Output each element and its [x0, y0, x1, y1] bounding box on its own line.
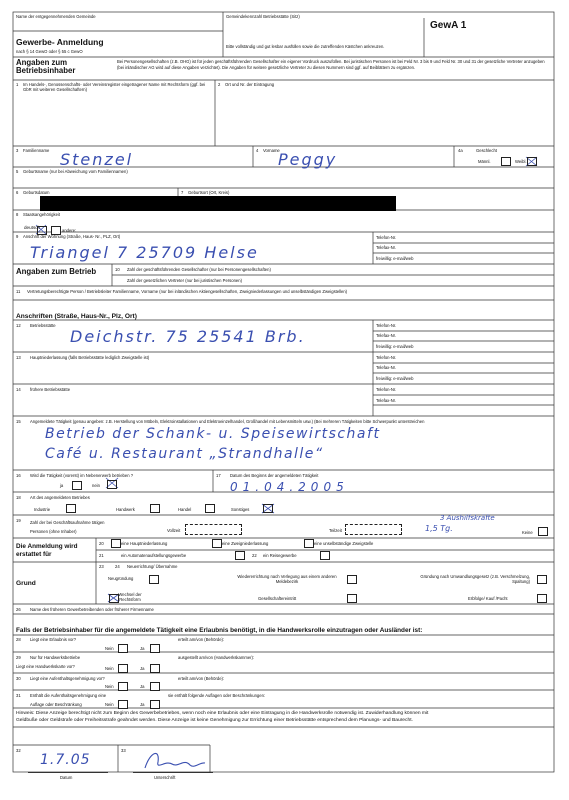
field-29-label: Nur für Handwerksbetriebe: [30, 655, 81, 660]
wohnung-email-label: freiwillig: e-mail/web: [376, 256, 414, 261]
field-14-label: frühere Betriebsstätte: [30, 387, 71, 392]
andere-label: andere:: [62, 228, 77, 233]
f30-ja-label: Ja: [140, 684, 145, 689]
field-17-value[interactable]: 01.04.2005: [230, 480, 349, 494]
field-11-label: Vertretungsberechtigte Person / Betriebsleiter Familienname, Vorname (nur bei inländischen Aktiengesellschaften, Zweigniederlassungen und unselbständigen Zweigstellen): [27, 289, 348, 294]
erlaubnis-heading: Falls der Betriebsinhaber für die angemeldete Tätigkeit eine Erlaubnis benötigt, in die Handwerksrolle einzutragen oder Ausländer ist:: [16, 627, 423, 634]
field-15-value-line2[interactable]: Café u. Restaurant „Strandhalle“: [45, 446, 324, 462]
hinweis-line1: Hinweis: Diese Anzeige berechtigt nicht zum Beginn des Gewerbebetriebes, wenn noch eine Erlaubnis oder eine Eintragung in die Handwerksrolle notwendig ist. Zuwiderhandlung können mit: [16, 711, 429, 716]
form-subtitle: nach § 14 GewO oder § 55 c GewO: [16, 49, 83, 54]
handwerk-label: Handwerk: [116, 507, 135, 512]
umwandlung-label: Gründung nach Umwandlungsgesetz (z.B. Verschmelzung, Spaltung): [420, 574, 530, 584]
field-23-number: 23: [99, 564, 104, 569]
field-6-label: Geburtsdatum: [23, 190, 50, 195]
field-4-value[interactable]: Peggy: [278, 150, 338, 169]
field-3-label: Familienname: [23, 148, 50, 153]
field-1-label: Im Handels-, Genossenschafts- oder Vereinsregister eingetragener Name mit Rechtsform (ggf. bei GbR mit weiteren Gesellschaftern): [23, 82, 206, 92]
unterschrift-label: Unterschrift: [154, 775, 176, 780]
field-31-label: Enthält die Aufenthaltsgenehmigung eine: [30, 693, 107, 698]
betrieb-email-label: freiwillig: e-mail/web: [376, 344, 414, 349]
f31-ja-label: Ja: [140, 702, 145, 707]
field-number: 1: [16, 82, 19, 87]
field-3-value[interactable]: Stenzel: [60, 150, 134, 169]
field-19-label: Zahl der bei Geschäftsaufnahme tätigen Personen (ohne Inhaber): [30, 520, 105, 534]
keine-label: Keine: [522, 530, 533, 535]
reisegewerbe-label: ein Reisegewerbe: [263, 553, 297, 558]
betrieb-telefon-label: Telefon-Nr.: [376, 323, 397, 328]
zweigniederlassung-label: eine Zweigniederlassung: [222, 541, 269, 546]
field-18-label: Art des angemeldeten Betriebes: [30, 495, 90, 500]
frueher-telefon-label: Telefon-Nr.: [376, 387, 397, 392]
wiedererrichtung-label: Wiedererrichtung nach Verlegung aus einem anderen Meldebezirk: [237, 574, 337, 584]
kennzahl-label: Gemeindekennzahl Betriebsstätte (Sitz): [226, 14, 300, 19]
betrieb-telefax-label: Telefax-Nr.: [376, 333, 397, 338]
automaten-label: ein Automatenaufstellungsgewerbe: [121, 553, 187, 558]
f30-nein-label: Nein: [105, 684, 114, 689]
field-10a-label: Zahl der geschäftsführenden Gesellschafter (nur bei Personengesellschaften): [127, 267, 271, 272]
f29-ja-label: Ja: [140, 666, 145, 671]
erbfolge-label: Erbfolge/ Kauf /Pacht: [468, 596, 508, 601]
field-12-label: Betriebsstätte: [30, 323, 56, 328]
instruction-text: Bitte vollständig und gut lesbar ausfüllen sowie die zutreffenden Kästchen ankreuzen.: [226, 44, 385, 49]
field-9-value[interactable]: Triangel 7 25709 Helse: [30, 243, 259, 262]
anschriften-heading: Anschriften (Straße, Haus-Nr., Plz, Ort): [16, 313, 137, 320]
field-28-label: Liegt eine Erlaubnis vor?: [30, 637, 77, 642]
field-30-label: Liegt eine Aufenthaltsgenehmigung vor?: [30, 676, 105, 681]
field-30b-label: erteilt am/von (Behörde):: [178, 676, 225, 681]
wechsel-label: Wechsel der Rechtsform: [118, 592, 142, 602]
field-4a-label: Geschlecht: [476, 148, 497, 153]
field-12-value[interactable]: Deichstr. 75 25541 Brb.: [70, 327, 306, 346]
weibl-label: Weibl.: [515, 159, 527, 164]
field-19-note: 3 Aushilfskräfte: [440, 514, 495, 522]
f29-nein-label: Nein: [105, 666, 114, 671]
field-8-label: Staatsangehörigkeit: [23, 212, 61, 217]
f28-ja-label: Ja: [140, 646, 145, 651]
grund-heading: Grund: [16, 580, 36, 587]
field-28b-label: erteilt am/von (Behörde):: [178, 637, 225, 642]
field-29c-label: Liegt eine Handwerkskarte vor?: [16, 664, 75, 669]
gesellschafter-label: Gesellschaftereintritt: [258, 596, 297, 601]
field-31b-label: sie enthält folgende Auflagen oder Beschränkungen:: [168, 693, 266, 698]
section-heading-inhaber: Angaben zum Betriebsinhaber: [16, 58, 76, 75]
nebenerwerb-ja-label: ja: [60, 483, 64, 488]
neugruendung-label: Neugründung: [108, 576, 134, 581]
sonstiges-label: Sonstiges: [231, 507, 250, 512]
teilzeit-label: Teilzeit: [329, 528, 342, 533]
field-33-number: 33: [121, 748, 126, 753]
wohnung-telefax-label: Telefax-Nr.: [376, 245, 397, 250]
field-16-label: Wird die Tätigkeit (vorerst) im Nebenerwerb betrieben ?: [30, 473, 134, 478]
form-title: Gewerbe- Anmeldung: [16, 37, 104, 47]
neuerrichtung-label: Neuerrichtung/ Übernahme: [127, 564, 178, 569]
gemeinde-label: Name der entgegennehmenden Gemeinde: [16, 14, 96, 19]
vollzeit-label: Vollzeit: [167, 528, 181, 533]
deutsch-label: deutsch: [24, 225, 41, 230]
field-13-label: Hauptniederlassung (falls Betriebsstätte lediglich Zweigstelle ist): [30, 355, 150, 360]
maennl-label: Männl.: [478, 159, 491, 164]
erstattet-heading: Die Anmeldung wird erstattet für: [16, 543, 78, 558]
field-15-label: Angemeldete Tätigkeit (genau angeben: z.B. Herstellung von Möbeln, Elektroinstallationen und Elektroeinzelhandel, Großhandel mit Lebensmitteln usw.) (Bei mehreren Tätigkeiten bitte Schwerpunkt unterstreichen: [30, 419, 425, 424]
field-2-label: Ort und Nr. der Eintragung: [225, 82, 275, 87]
wohnung-telefon-label: Telefon-Nr.: [376, 235, 397, 240]
field-10b-label: Zahl der gesetzlichen Vertreter (nur bei juristischen Personen): [127, 278, 242, 283]
hinweis-line2: Geldbuße oder Geldstrafe oder Freiheitsstrafe geahndet werden. Diese Anzeige ist keine Genehmigung zur Errichtung einer Betriebsstätte entsprechend dem Planungs- und Baurecht.: [16, 718, 413, 723]
field-9-label: Anschrift der Wohnung (Straße, Haus- Nr., PLZ, Ort): [23, 234, 121, 239]
unselbstaendig-label: eine unselbständige Zweigstelle: [314, 541, 374, 546]
field-5-label: Geburtsname (nur bei Abweichung vom Familiennamen): [23, 169, 128, 174]
field-4-label: Vorname: [263, 148, 280, 153]
field-29b-label: ausgestellt am/von (Handwerkskammer):: [178, 655, 255, 660]
section-heading-betrieb: Angaben zum Betrieb: [16, 267, 97, 276]
field-15-value-line1[interactable]: Betrieb der Schank- u. Speisewirtschaft: [45, 426, 381, 442]
haupt-telefax-label: Telefax-Nr.: [376, 365, 397, 370]
f31-nein-label: Nein: [105, 702, 114, 707]
field-7-label: Geburtsort (Ort, Kreis): [188, 190, 230, 195]
form-id: GewA 1: [430, 20, 467, 31]
field-26-label: Name des früheren Gewerbetreibenden oder früherer Firmenname: [30, 607, 154, 612]
hauptniederlassung-label: eine Hauptniederlassung: [121, 541, 168, 546]
haupt-telefon-label: Telefon-Nr.: [376, 355, 397, 360]
datum-label: Datum: [60, 775, 73, 780]
field-17-label: Datum des Beginns der angemeldeten Tätigkeit: [230, 473, 319, 478]
field-32-number: 32: [16, 748, 21, 753]
handel-label: Handel: [178, 507, 192, 512]
f28-nein-label: Nein: [105, 646, 114, 651]
frueher-telefax-label: Telefax-Nr.: [376, 398, 397, 403]
gewerbe-anmeldung-form: Name der entgegennehmenden Gemeinde Gemeindekennzahl Betriebsstätte (Sitz) GewA 1 Gewerbe- Anmeldung nach § 14 GewO oder § 55 c GewO Bitte vollständig und gut lesbar ausfüllen sowie die zutreffenden Kästchen ankreuzen. Angaben zum Betriebsinhaber Bei Personengesellschaften (z.B. OHG) ist für jeden geschäftsführenden Gesellschafter ein eigener Vordruck auszufüllen. Bei juristischen Personen ist bei Feld Nr. 3 bis 9 und Feld Nr. 30 und 31 der gesetzliche Vertreter anzugeben (bei inländischer AG wird auf diese Angaben verzichtet). Die Angaben für weitere gesetzliche Vertreter zu diesen Nummern sind ggf. auf Beiblättern zu ergänzen. 1 Im Handels-, Genossenschafts- oder Vereinsregister eingetragener Name mit Rechtsform (ggf. bei GbR mit weiteren Gesellschaftern) 2 Ort und Nr. der Eintragung 3 Familienname Stenzel 4 Vorname Peggy 4a Geschlecht Männl. Weibl. 5 Geburtsname (nur bei Abweichung vom Familiennamen) 6 Geburtsdatum 7 Geburtsort (Ort, Kreis) 8 Staatsangehörigkeit deutsch andere: 9 Anschrift der Wohnung (Straße, Haus- Nr., PLZ, Ort) Triangel 7 25709 Helse Telefon-Nr. Telefax-Nr. freiwillig: e-mail/web Angaben zum Betrieb 10 Zahl der geschäftsführenden Gesellschafter (nur bei Personengesellschaften) Zahl der gesetzlichen Vertreter (nur bei juristischen Personen) 11 Vertretungsberechtigte Person / Betriebsleiter Familienname, Vorname (nur bei inländischen Aktiengesellschaften, Zweigniederlassungen und unselbständigen Zweigstellen) Anschriften (Straße, Haus-Nr., Plz, Ort) 12 Betriebsstätte Deichstr. 75 25541 Brb. Telefon-Nr. Telefax-Nr. freiwillig: e-mail/web 13 Hauptniederlassung (falls Betriebsstätte lediglich Zweigstelle ist) Telefon-Nr. Telefax-Nr. freiwillig: e-mail/web 14 frühere Betriebsstätte Telefon-Nr. Telefax-Nr. 15 Angemeldete Tätigkeit (genau angeben: z.B. Herstellung von Möbeln, Elektroinstallationen und Elektroeinzelhandel, Großhandel mit Lebensmitteln usw.) (Bei mehreren Tätigkeiten bitte Schwerpunkt unterstreichen Betrieb der Schank- u. Speisewirtschaft Café u. Restaurant „Strandhalle“ 16 Wird die Tätigkeit (vorerst) im Nebenerwerb betrieben ? ja nein 17 Datum des Beginns der angemeldeten Tätigkeit 01.04.2005 18 Art des angemeldeten Betriebes Industrie Handwerk Handel Sonstiges 19 Zahl der bei Geschäftsaufnahme tätigen Personen (ohne Inhaber) Vollzeit Teilzeit Keine 3 Aushilfskräfte 1,5 Tg. Die Anmeldung wird erstattet für 20 eine Hauptniederlassung eine Zweigniederlassung eine unselbständige Zweigstelle 21 ein Automatenaufstellungsgewerbe 22 ein Reisegewerbe Grund 23 24 Neuerrichtung/ Übernahme Neugründung Wiedererrichtung nach Verlegung aus einem anderen Meldebezirk Gründung nach Umwandlungsgesetz (z.B. Verschmelzung, Spaltung) Wechsel der Rechtsform Gesellschaftereintritt Erbfolge/ Kauf /Pacht 26 Name des früheren Gewerbetreibenden oder früherer Firmenname Falls der Betriebsinhaber für die angemeldete Tätigkeit eine Erlaubnis benötigt, in die Handwerksrolle einzutragen oder Ausländer ist: 28 Liegt eine Erlaubnis vor? erteilt am/von (Behörde): Nein Ja 29 Nur für Handwerksbetriebe ausgestellt am/von (Handwerkskammer): Liegt eine Handwerkskarte vor? Nein Ja 30 Liegt eine Aufenthaltsgenehmigung vor? erteilt am/von (Behörde): Nein Ja 31 Enthält die Aufenthaltsgenehmigung eine sie enthält folgende Auflagen oder Beschränkungen: Auflage oder Beschränkung Nein Ja Hinweis: Diese Anzeige berechtigt nicht zum Beginn des Gewerbebetriebes, wenn noch eine Erlaubnis oder eine Eintragung in die Handwerksrolle notwendig ist. Zuwiderhandlung können mit Geldbuße oder Geldstrafe oder Freiheitsstrafe geahndet werden. Diese Anzeige ist keine Genehmigung zur Errichtung einer Betriebsstätte entsprechend dem Planungs- und Baurecht. 32 1.7.05 Datum 33 Unterschrift: [0, 0, 569, 800]
inhaber-note: Bei Personengesellschaften (z.B. OHG) ist für jeden geschäftsführenden Gesellschafter ein eigener Vordruck auszufüllen. Bei juristischen Personen ist bei Feld Nr. 3 bis 9 und Feld Nr. 30 und 31 der gesetzliche Vertreter anzugeben (bei inländischer AG wird auf diese Angaben verzichtet). Die Angaben für weitere gesetzliche Vertreter zu diesen Nummern sind ggf. auf Beiblättern zu ergänzen.: [117, 59, 545, 70]
nebenerwerb-nein-label: nein: [92, 483, 100, 488]
field-19-note2: 1,5 Tg.: [425, 524, 453, 533]
haupt-email-label: freiwillig: e-mail/web: [376, 376, 414, 381]
field-31c-label: Auflage oder Beschränkung: [30, 702, 82, 707]
datum-value[interactable]: 1.7.05: [40, 752, 91, 768]
industrie-label: Industrie: [34, 507, 51, 512]
